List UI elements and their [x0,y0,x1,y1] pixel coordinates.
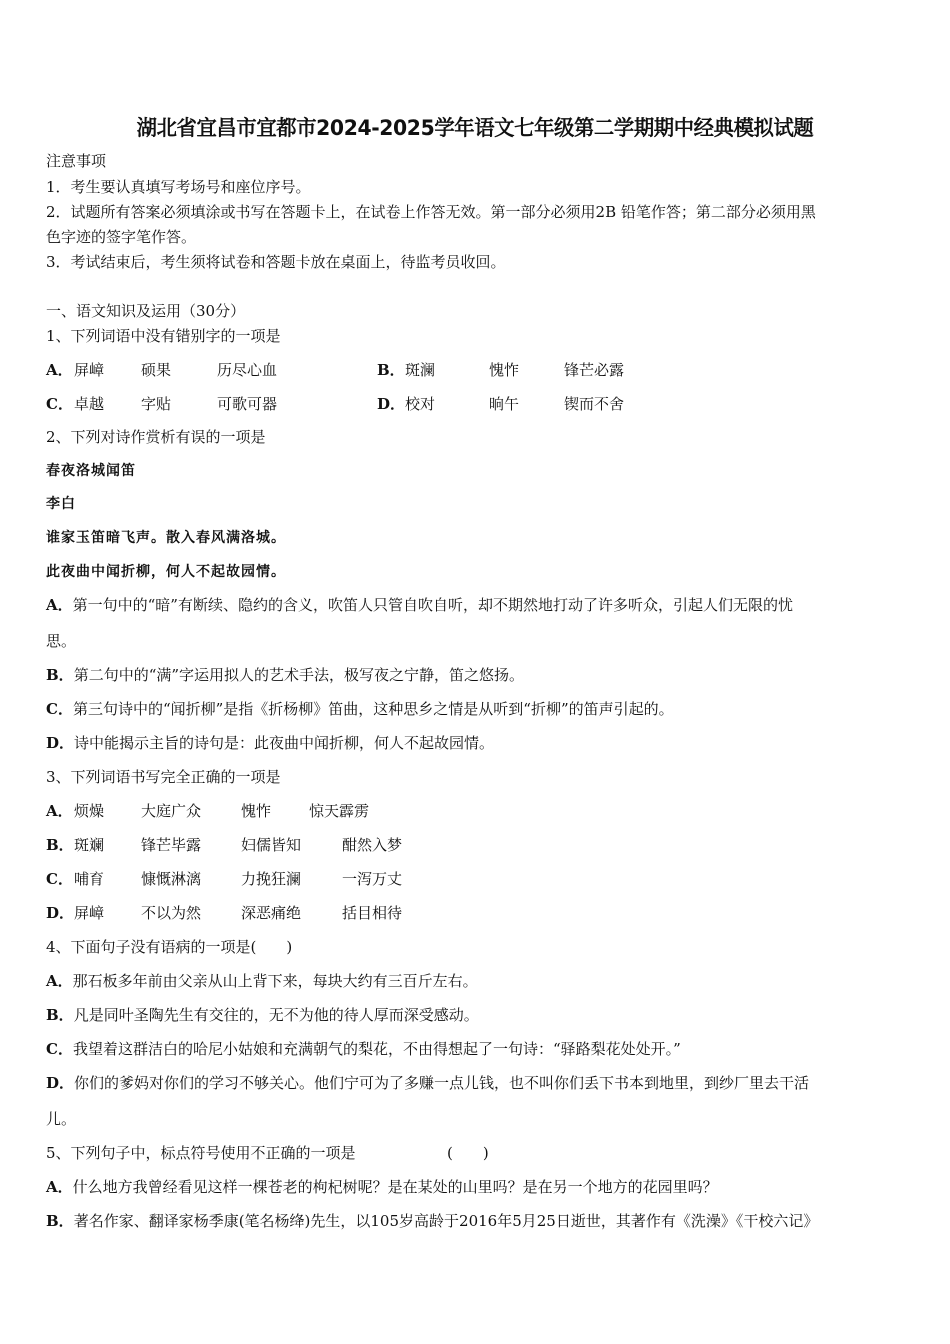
option-label: A． [46,361,73,379]
question-1-stem: 1、下列词语中没有错别字的一项是 [46,327,281,345]
option-text: 我望着这群洁白的哈尼小姑娘和充满朝气的梨花，不由得想起了一句诗：“驿路梨花处处开。” [72,1040,681,1058]
poem-author: 李白 [46,496,76,512]
option-word: 斑斓 [74,836,105,854]
option-text: 诗中能揭示主旨的诗句是：此夜曲中闻折柳，何人不起故园情。 [74,734,495,752]
option-word: 屏嶂 [74,904,105,922]
option-word: 妇儒皆知 [241,836,302,854]
option-text: 凡是同叶圣陶先生有交往的，无不为他的待人厚而深受感动。 [73,1006,479,1024]
option-text: 著名作家、翻译家杨季康(笔名杨绛)先生，以105岁高龄于2016年5月25日逝世，其著作有《洗澡》《干校六记》 [73,1212,819,1230]
option-word: 历尽心血 [217,361,278,379]
option-word: 力挽狂澜 [241,870,302,888]
question-2-stem: 2、下列对诗作赏析有误的一项是 [46,428,266,446]
option-text: 第三句诗中的“闻折柳”是指《折杨柳》笛曲，这种思乡之情是从听到“折柳”的笛声引起的。 [72,700,674,718]
option-word: 烦燥 [74,802,105,820]
option-label: A． [46,596,73,614]
question-3-stem: 3、下列词语书写完全正确的一项是 [46,768,281,786]
option-word: 惊天霹雳 [309,802,370,820]
option-word: 锋芒必露 [564,361,625,379]
page-title: 湖北省宜昌市宜都市2024-2025学年语文七年级第二学期期中经典模拟试题 [136,116,814,140]
option-label: C． [46,870,73,888]
poem-line: 此夜曲中闻折柳，何人不起故园情。 [46,564,286,580]
option-text: 第一句中的“暗”有断续、隐约的含义，吹笛人只管自吹自听，却不期然地打动了许多听众，引起人们无限的忧 [72,596,793,614]
option-word: 不以为然 [141,904,202,922]
option-word: 大庭广众 [141,802,202,820]
option-label: B． [46,1212,74,1230]
option-word: 愧怍 [489,361,520,379]
question-2-option-a [46,595,793,615]
option-text-continued: 思。 [46,632,77,650]
notice-item: 3．考试结束后，考生须将试卷和答题卡放在桌面上，待监考员收回。 [46,253,506,271]
section-heading: 一、语文知识及运用（30分） [46,302,246,320]
option-label: A． [46,972,73,990]
option-word: 晌午 [489,395,520,413]
option-word: 深恶痛绝 [241,904,302,922]
question-5-stem: 5、下列句子中，标点符号使用不正确的一项是 [46,1144,356,1162]
option-word: 锋芒毕露 [141,836,202,854]
option-text: 第二句中的“满”字运用拟人的艺术手法，极写夜之宁静，笛之悠扬。 [73,666,525,684]
option-word: 哺育 [74,870,105,888]
option-label: A． [46,1178,73,1196]
option-label: D． [46,734,75,752]
option-label: B． [46,1006,74,1024]
option-label: B． [46,666,74,684]
option-word: 酣然入梦 [342,836,403,854]
poem-line: 谁家玉笛暗飞声。散入春风满洛城。 [46,530,286,546]
option-label: C． [46,395,73,413]
option-word: 一泻万丈 [342,870,403,888]
option-label: A． [46,802,73,820]
option-word: 锲而不舍 [564,395,625,413]
option-label: B． [377,361,405,379]
question-4-option-c [46,1039,681,1059]
notice-item: 2．试题所有答案必须填涂或书写在答题卡上，在试卷上作答无效。第一部分必须用2B 铅笔作答；第二部分必须用黑 [46,203,816,221]
option-word: 斑澜 [405,361,436,379]
option-label: D． [377,395,406,413]
question-4-option-d [46,1073,809,1093]
notice-item: 色字迹的签字笔作答。 [46,228,197,246]
option-word: 括目相待 [342,904,403,922]
question-2-option-c [46,699,674,719]
option-word: 可歌可器 [217,395,278,413]
option-word: 字贴 [141,395,172,413]
option-label: C． [46,700,73,718]
question-2-option-b [46,665,524,685]
option-label: D． [46,904,75,922]
question-4-stem: 4、下面句子没有语病的一项是( ) [46,938,293,956]
notice-item: 1．考生要认真填写考场号和座位序号。 [46,178,311,196]
option-word: 愧怍 [241,802,272,820]
option-word: 卓越 [74,395,105,413]
option-text: 那石板多年前由父亲从山上背下来，每块大约有三百斤左右。 [72,972,478,990]
option-text: 你们的爹妈对你们的学习不够关心。他们宁可为了多赚一点儿钱，也不叫你们丢下书本到地里，到纱厂里去干活 [74,1074,810,1092]
option-word: 校对 [405,395,436,413]
option-word: 慷慨淋漓 [141,870,202,888]
poem-title: 春夜洛城闻笛 [46,463,136,479]
option-label: D． [46,1074,75,1092]
answer-parentheses: ( ) [447,1144,489,1162]
option-label: B． [46,836,74,854]
option-text-continued: 儿。 [46,1110,77,1128]
option-word: 屏嶂 [74,361,105,379]
option-word: 硕果 [141,361,172,379]
question-4-option-b [46,1005,479,1025]
notice-heading: 注意事项 [46,152,107,170]
question-5-option-b [46,1211,818,1231]
option-label: C． [46,1040,73,1058]
question-2-option-d [46,733,494,753]
question-4-option-a [46,971,478,991]
question-5-option-a [46,1177,718,1197]
option-text: 什么地方我曾经看见这样一棵苍老的枸杞树呢？是在某处的山里吗？是在另一个地方的花园里吗？ [72,1178,718,1196]
